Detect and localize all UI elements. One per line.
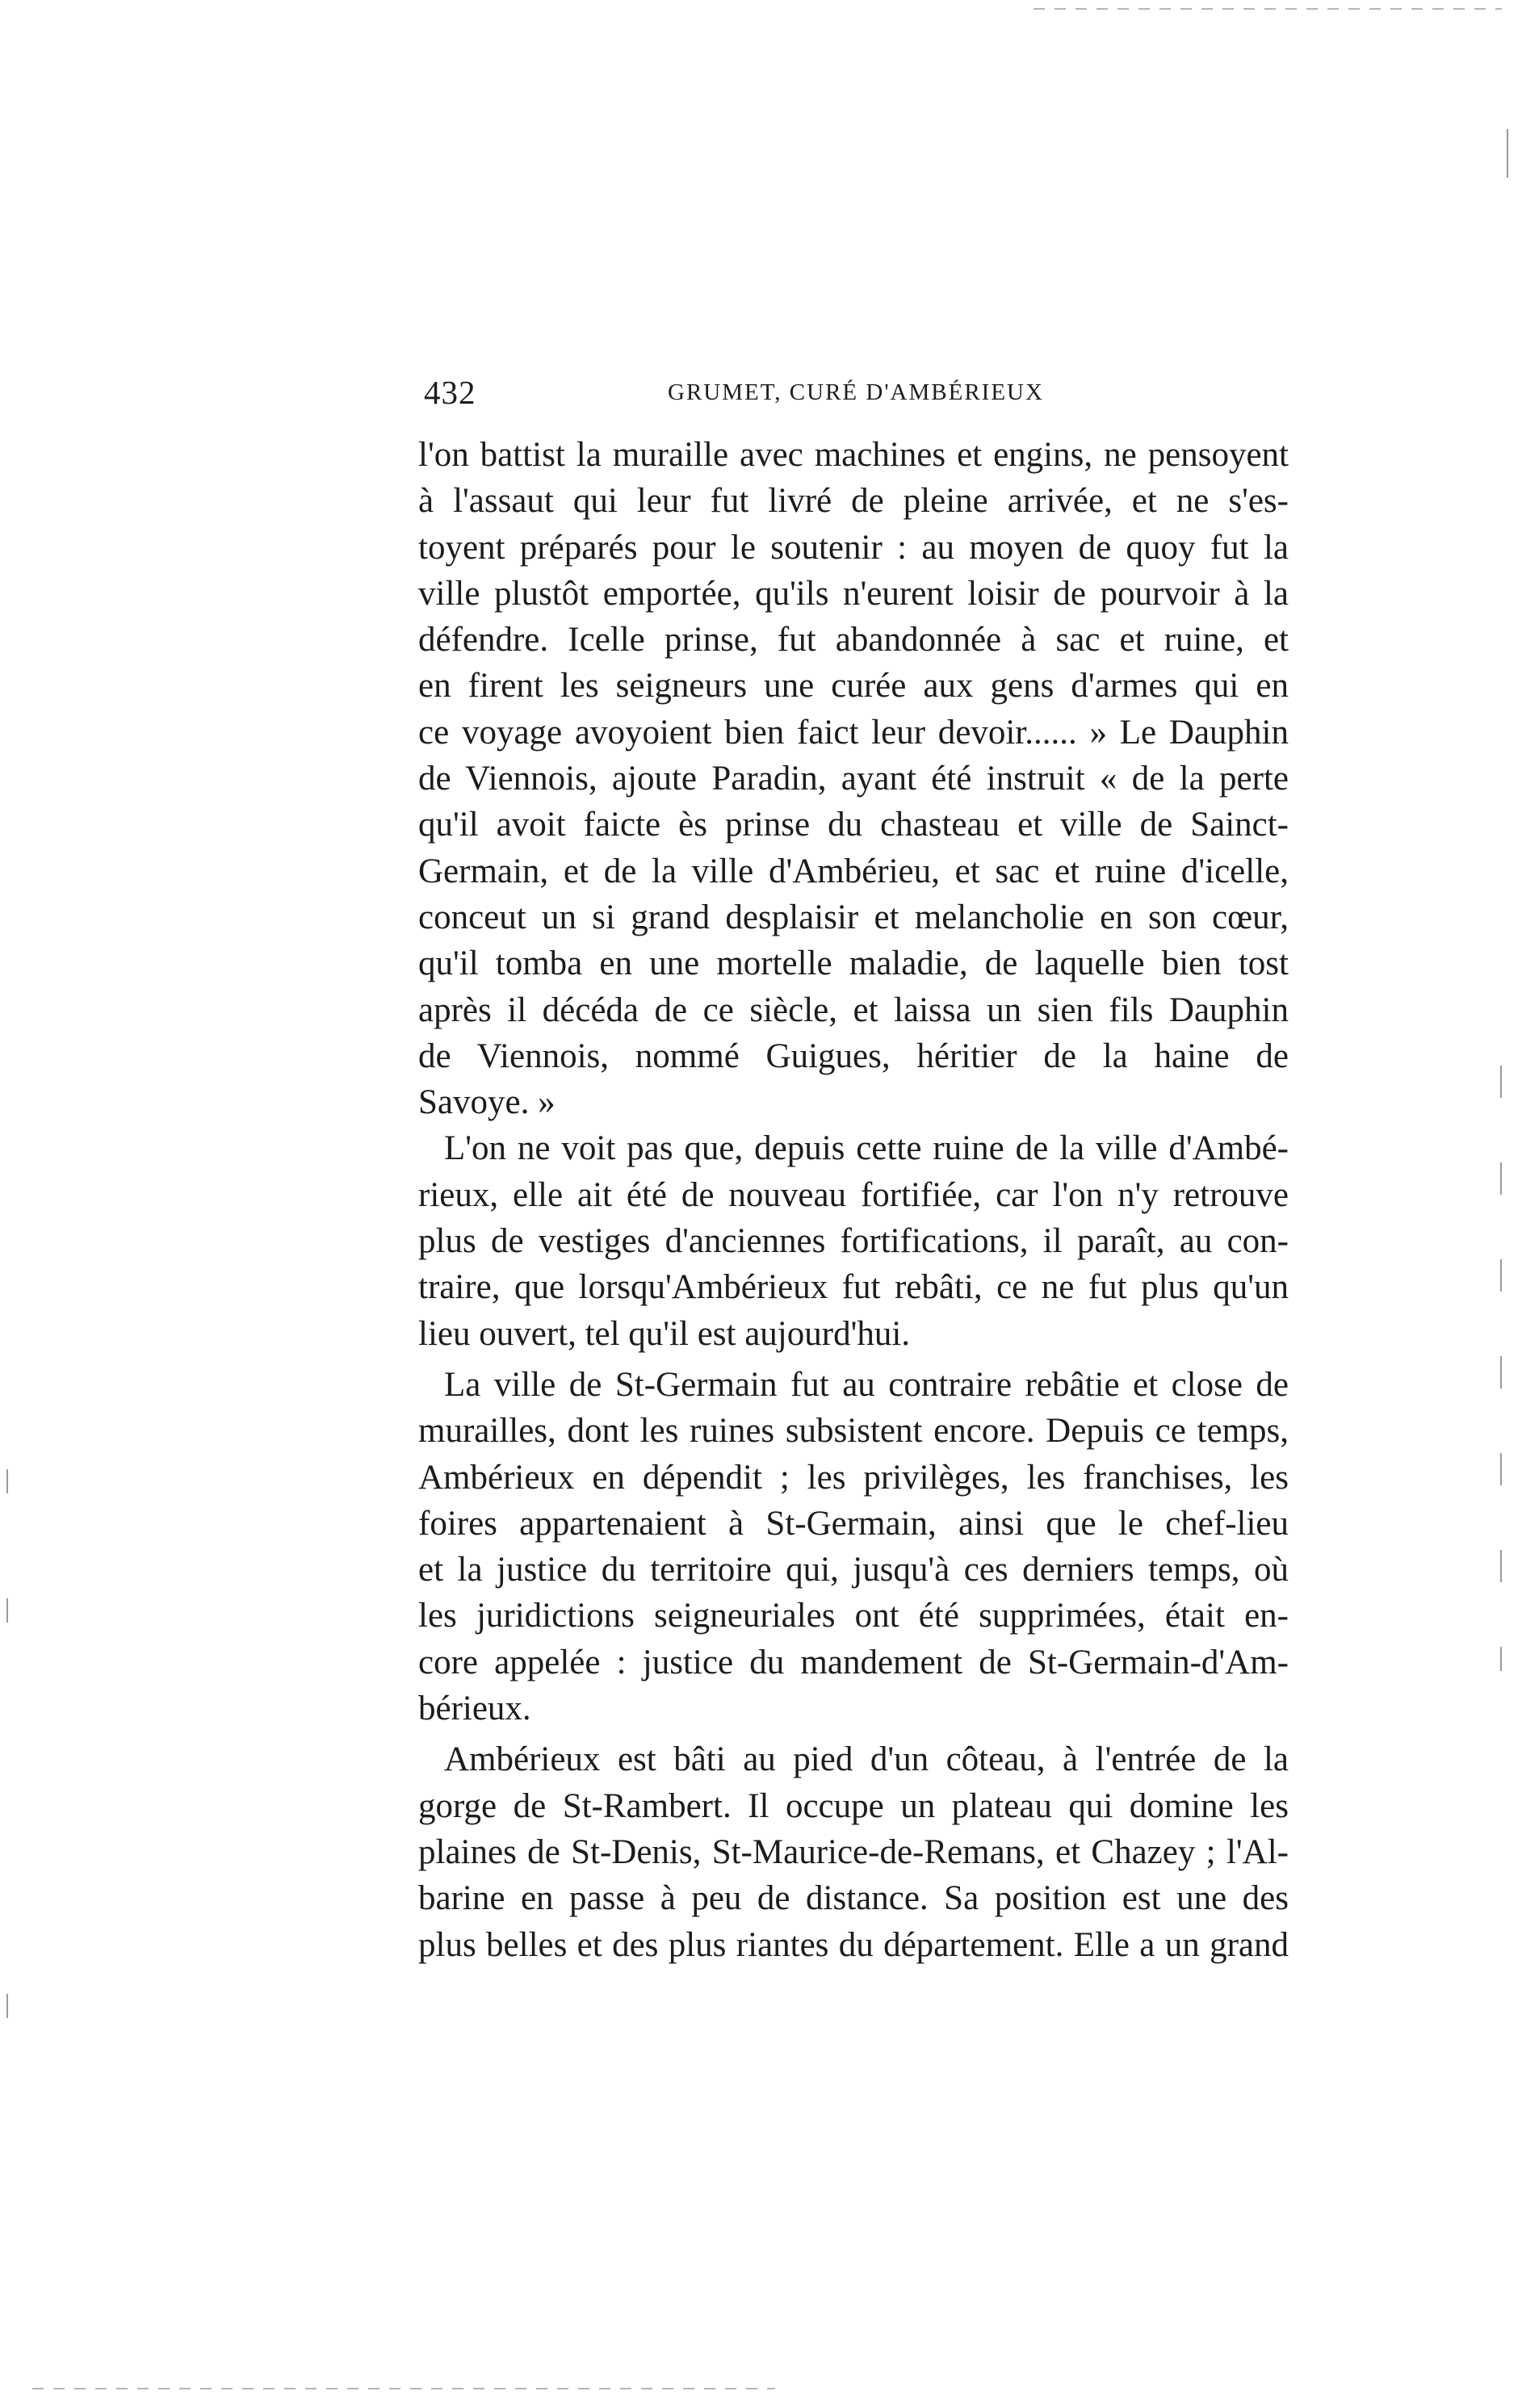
scan-artifact-right-margin xyxy=(1507,129,1508,178)
text-line: gorge de St-Rambert. Il occupe un plateau qui domine les xyxy=(418,1786,1289,1825)
paragraph xyxy=(418,1736,1289,1967)
paragraph xyxy=(418,432,1289,1125)
text-line: Ambérieux en dépendit ; les privilèges, les franchises, les xyxy=(418,1458,1289,1497)
scan-artifact-left-margin xyxy=(6,1994,8,2018)
text-line: les juridictions seigneuriales ont été supprimées, était en- xyxy=(418,1597,1289,1635)
scan-artifact-right-margin xyxy=(1500,1066,1502,1098)
text-line: Germain, et de la ville d'Ambérieu, et sac et ruine d'icelle, xyxy=(418,852,1289,890)
scan-artifact-right-margin xyxy=(1500,1356,1502,1388)
scan-artifact-left-margin xyxy=(6,1598,8,1623)
text-line: en firent les seigneurs une curée aux gens d'armes qui en xyxy=(418,667,1289,706)
text-line: après il décéda de ce siècle, et laissa un sien fils Dauphin xyxy=(418,990,1289,1029)
text-line: traire, que lorsqu'Ambérieux fut rebâti, ce ne fut plus qu'un xyxy=(418,1268,1289,1307)
page-number: 432 xyxy=(424,374,476,411)
scan-artifact-left-margin xyxy=(6,1469,8,1493)
text-line: L'on ne voit pas que, depuis cette ruine de la ville d'Ambé- xyxy=(444,1129,1289,1168)
text-line: lieu ouvert, tel qu'il est aujourd'hui. xyxy=(418,1314,911,1353)
text-line: La ville de St-Germain fut au contraire rebâtie et close de xyxy=(444,1365,1289,1404)
text-line: et la justice du territoire qui, jusqu'à ces derniers temps, où xyxy=(418,1551,1289,1589)
scan-artifact-right-margin xyxy=(1500,1453,1502,1485)
text-line: Savoye. » xyxy=(418,1083,556,1122)
text-line: ville plustôt emportée, qu'ils n'eurent loisir de pourvoir à la xyxy=(418,574,1289,613)
text-line: bérieux. xyxy=(418,1690,531,1728)
text-line: à l'assaut qui leur fut livré de pleine arrivée, et ne s'es- xyxy=(418,482,1289,521)
scan-artifact-top-edge xyxy=(1034,8,1502,10)
text-line: barine en passe à peu de distance. Sa position est une des xyxy=(418,1879,1289,1918)
text-line: toyent préparés pour le soutenir : au moyen de quoy fut la xyxy=(418,528,1289,567)
text-line: rieux, elle ait été de nouveau fortifiée, car l'on n'y retrouve xyxy=(418,1175,1289,1214)
text-line: foires appartenaient à St-Germain, ainsi que le chef-lieu xyxy=(418,1504,1289,1543)
text-line: ce voyage avoyoient bien faict leur devoir...... » Le Dauphin xyxy=(418,713,1289,752)
scan-artifact-bottom-edge xyxy=(32,2388,775,2389)
running-title: GRUMET, CURÉ D'AMBÉRIEUX xyxy=(668,379,1044,405)
text-line: conceut un si grand desplaisir et melancholie en son cœur, xyxy=(418,898,1289,936)
text-line: de Viennois, ajoute Paradin, ayant été instruit « de la perte xyxy=(418,760,1289,798)
scan-artifact-right-margin xyxy=(1500,1162,1502,1195)
text-line: de Viennois, nommé Guigues, héritier de la haine de xyxy=(418,1036,1289,1075)
scan-artifact-right-margin xyxy=(1500,1259,1502,1292)
paragraph xyxy=(418,1125,1289,1356)
text-line: qu'il tomba en une mortelle maladie, de laquelle bien tost xyxy=(418,944,1289,983)
scan-artifact-right-margin xyxy=(1500,1647,1502,1671)
text-line: défendre. Icelle prinse, fut abandonnée à sac et ruine, et xyxy=(418,621,1289,660)
text-line: core appelée : justice du mandement de St-Germain-d'Am- xyxy=(418,1643,1289,1681)
scan-artifact-right-margin xyxy=(1500,1550,1502,1582)
text-line: plus de vestiges d'anciennes fortifications, il paraît, au con- xyxy=(418,1222,1289,1261)
text-line: plus belles et des plus riantes du département. Elle a un grand xyxy=(418,1925,1289,1964)
text-line: plaines de St-Denis, St-Maurice-de-Remans, et Chazey ; l'Al- xyxy=(418,1832,1289,1871)
paragraph xyxy=(418,1362,1289,1732)
running-header xyxy=(424,373,1296,413)
text-line: l'on battist la muraille avec machines et engins, ne pensoyent xyxy=(418,436,1289,474)
text-line: Ambérieux est bâti au pied d'un côteau, à l'entrée de la xyxy=(444,1740,1289,1779)
text-line: qu'il avoit faicte ès prinse du chasteau et ville de Sainct- xyxy=(418,806,1289,844)
body-text xyxy=(418,432,1289,1968)
text-line: murailles, dont les ruines subsistent encore. Depuis ce temps, xyxy=(418,1412,1289,1451)
